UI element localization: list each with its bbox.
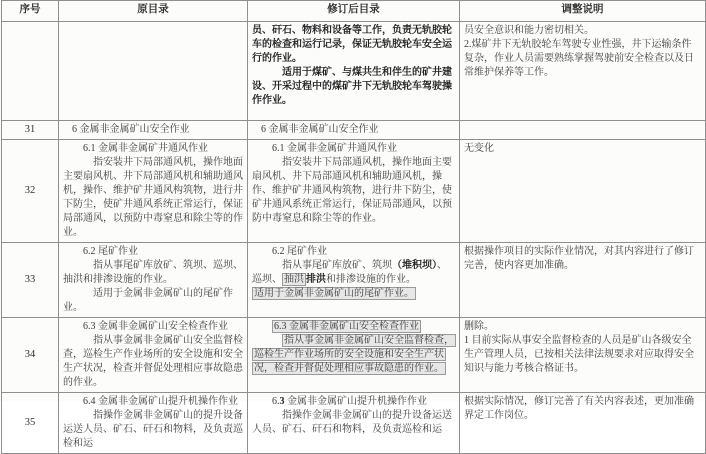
paragraph — [252, 123, 455, 137]
header-row — [2, 1, 706, 22]
text-segment: 指从事金属非金属矿山安全监督检查，巡检生产作业场所的安全设施和安全生产状况，检查并督促处理相应事故隐患的作业。 — [63, 335, 243, 388]
paragraph — [252, 334, 455, 376]
text-segment: 6.1 金属非金属矿井通风作业 — [272, 143, 397, 154]
orig-catalog-cell — [59, 121, 248, 140]
row-number-cell: 32 — [2, 140, 59, 243]
row-number-cell — [2, 22, 59, 121]
orig-catalog-cell — [59, 140, 248, 243]
text-segment: 6. — [272, 396, 280, 407]
revision-marked-text: 指从事金属非金属矿山安全监督检查，巡检生产作业场所的安全设施和安全生产状况，检查并督促处理相应事故隐患的作业。 — [254, 335, 454, 374]
orig-catalog-cell — [59, 318, 248, 393]
row-number-cell: 34 — [2, 318, 59, 393]
text-segment: 6.4 金属非金属矿山提升机操作作业 — [83, 396, 238, 407]
table-row — [2, 318, 706, 393]
table-row — [2, 121, 706, 140]
paragraph — [464, 142, 701, 156]
orig-catalog-cell — [59, 393, 248, 454]
paragraph — [252, 287, 455, 301]
revised-catalog-cell — [248, 318, 460, 393]
paragraph — [63, 142, 243, 156]
note-catalog-cell — [460, 393, 706, 454]
column-header-adjustment-note: 调整说明 — [460, 1, 706, 22]
note-catalog-cell — [460, 22, 706, 121]
text-segment: 适用于金属非金属矿山的尾矿作业。 — [63, 288, 233, 313]
text-segment: 指安装井下局部通风机，操作地面主要扇风机、井下局部通风机和辅助通风机，操作、维护矿井通风构筑物，进行井下防尘，使矿井通风系统正常运行，保证局部通风，以预防中毒窒息和除尘等的作业。 — [63, 157, 243, 238]
paragraph — [464, 24, 701, 38]
text-segment: 6.3 金属非金属矿山安全检查作业 — [83, 321, 228, 332]
text-segment: 6.2 尾矿作业 — [83, 246, 138, 257]
text-segment: 1 目前实际从事安全监督检查的人员是矿山各级安全生产管理人员，已按相关法律法规要求对应取得安全知识与能力考核合格证书。 — [464, 335, 694, 374]
paragraph — [252, 395, 455, 409]
paragraph — [63, 259, 243, 287]
paragraph — [63, 156, 243, 240]
text-segment: 员、矸石、物料和设备等工作，负责无轨胶轮车的检查和运行记录，保证无轨胶轮车安全运行的作业。 — [252, 25, 452, 64]
orig-catalog-cell — [59, 22, 248, 121]
paragraph — [252, 245, 455, 259]
text-segment: （堆积坝） — [392, 260, 437, 271]
text-segment: 无变化 — [464, 143, 494, 154]
note-catalog-cell — [460, 121, 706, 140]
table-row — [2, 393, 706, 454]
revised-catalog-cell — [248, 393, 460, 454]
paragraph — [252, 259, 455, 287]
row-number-cell: 35 — [2, 393, 59, 454]
text-segment: 适用于煤矿、与煤共生和伴生的矿井建设、开采过程中的煤矿井下无轨胶轮车驾驶操作作业。 — [252, 67, 452, 106]
paragraph — [252, 142, 455, 156]
paragraph — [63, 409, 243, 451]
paragraph — [252, 156, 455, 226]
paragraph — [252, 320, 455, 334]
text-segment: 、巡坝、 — [252, 260, 447, 285]
revised-catalog-cell — [248, 243, 460, 318]
text-segment: 金属非金属矿山提升机操作作业 — [284, 396, 427, 407]
column-header-original-catalog: 原目录 — [59, 1, 248, 22]
note-catalog-cell — [460, 318, 706, 393]
text-segment: 和排渗设施的作业。 — [326, 274, 416, 285]
text-segment: 指从事尾矿库放矿、筑坝 — [282, 260, 392, 271]
table-row — [2, 22, 706, 121]
paragraph — [252, 24, 455, 66]
revised-catalog-cell — [248, 22, 460, 121]
revision-marked-text: 适用于金属非金属矿山的尾矿作业。 — [254, 288, 414, 299]
paragraph — [63, 320, 243, 334]
column-header-number: 序号 — [2, 1, 59, 22]
text-segment: 指安装井下局部通风机，操作地面主要扇风机、井下局部通风机和辅助通风机，操作、维护矿井通风构筑物，进行井下防尘，使矿井通风系统正常运行，保证局部通风，以预防中毒窒息和除尘等的作业。 — [252, 157, 452, 224]
table-row — [2, 140, 706, 243]
revised-catalog-cell — [248, 121, 460, 140]
text-segment: 排洪 — [306, 274, 326, 285]
row-number-cell: 33 — [2, 243, 59, 318]
text-segment: 指操作金属非金属矿山的提升设备运送人员、矿石、矸石和物料，及负责巡检和运 — [63, 410, 243, 449]
text-segment: 指从事尾矿库放矿、筑坝、巡坝、抽洪和排渗设施的作业。 — [63, 260, 243, 285]
text-segment: 员安全意识和能力密切相关。 — [464, 25, 594, 36]
table-row — [2, 243, 706, 318]
paragraph — [464, 395, 701, 423]
revision-marked-text: 抽洪 — [284, 274, 304, 285]
table-header — [2, 1, 706, 22]
paragraph — [63, 334, 243, 390]
text-segment: 6 金属非金属矿山安全作业 — [261, 124, 379, 135]
text-segment: 根据操作项目的实际作业情况，对其内容进行了修订完善，使内容更加准确。 — [464, 246, 694, 271]
column-header-revised-catalog: 修订后目录 — [248, 1, 460, 22]
paragraph — [63, 245, 243, 259]
paragraph — [464, 320, 701, 334]
paragraph — [464, 334, 701, 376]
text-segment: 6.2 尾矿作业 — [272, 246, 327, 257]
revision-marked-text: 6.3 金属非金属矿山安全检查作业 — [274, 321, 419, 332]
paragraph — [252, 409, 455, 437]
text-segment: 3 — [279, 396, 285, 407]
text-segment: 6 金属非金属矿山安全作业 — [72, 124, 190, 135]
table-body — [2, 22, 706, 454]
paragraph — [63, 287, 243, 315]
paragraph — [63, 123, 243, 137]
paragraph — [63, 395, 243, 409]
text-segment: 指操作金属非金属矿山的提升设备运送人员、矿石、矸石和物料，及负责巡检和运 — [252, 410, 452, 435]
orig-catalog-cell — [59, 243, 248, 318]
paragraph — [464, 38, 701, 80]
paragraph — [464, 245, 701, 273]
note-catalog-cell — [460, 243, 706, 318]
text-segment: 删除。 — [464, 321, 494, 332]
text-segment: 6.1 金属非金属矿井通风作业 — [83, 143, 208, 154]
note-catalog-cell — [460, 140, 706, 243]
text-segment: 2.煤矿井下无轨胶轮车驾驶专业性强，井下运输条件复杂，作业人员需要熟练掌握驾驶前安全检查以及日常维护保养等工作。 — [464, 39, 694, 78]
revised-catalog-cell — [248, 140, 460, 243]
row-number-cell: 31 — [2, 121, 59, 140]
text-segment: 根据实际情况，修订完善了有关内容表述，更加准确界定工作岗位。 — [464, 396, 694, 421]
paragraph — [252, 66, 455, 108]
revision-comparison-table — [1, 0, 706, 454]
